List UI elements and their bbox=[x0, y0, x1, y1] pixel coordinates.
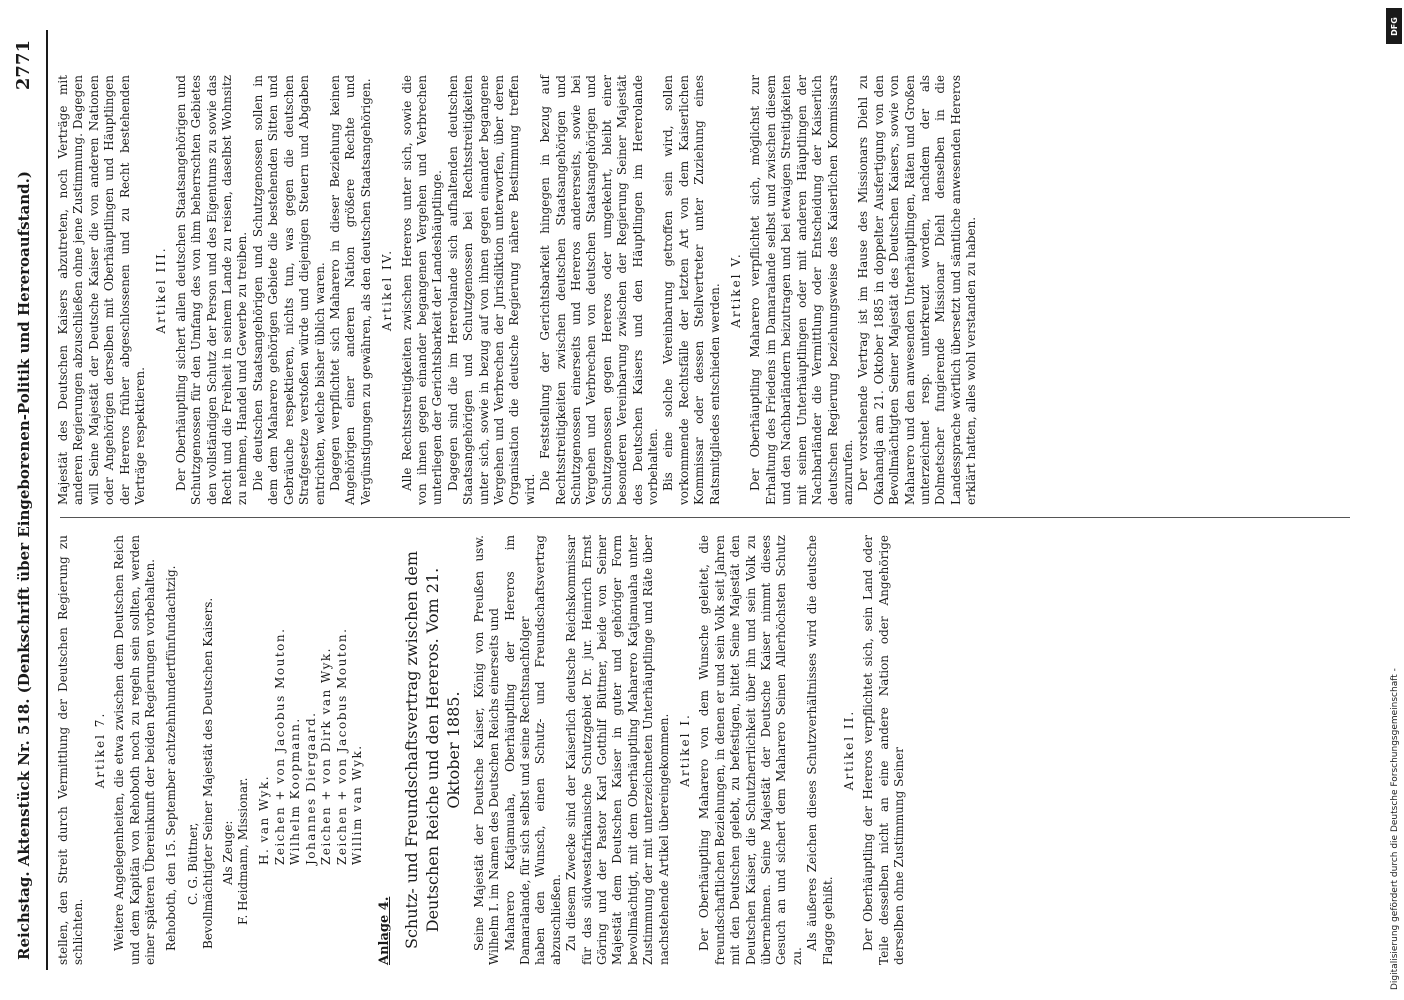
mark-line: Zeichen + von Jacobus Mouton. bbox=[272, 627, 287, 865]
paragraph: Der Oberhäuptling Maharero von dem Wunsche geleitet, die freundschaftlichen Beziehungen, in denen er und sein Volk seit Jahren mit den Deutschen gelebt, zu befestigen, bittet Seine Majestät den Deutschen Kaiser, die Schutzherrlichkeit über ihn und sein Volk zu übernehmen. Seine Majestät der Deutsche Kaiser nimmt dieses Gesuch an und sichert dem Maharero Seinen Allerhöchsten Schutz zu. bbox=[697, 535, 804, 965]
paragraph: Majestät des Deutschen Kaisers abzutreten, noch Verträge mit anderen Regierungen abzuschließen ohne jene Zustimmung. Dagegen will Seine Majestät der Deutsche Kaiser die von anderen Nationen oder Angehörigen derselben mit Oberhäuptlingen und Häuptlingen der Hereros früher abgeschlossenen und zu Recht bestehenden Verträge respektieren. bbox=[56, 75, 148, 505]
paragraph: stellen, den Streit durch Vermittlung der Deutschen Regierung zu schlichten. bbox=[56, 535, 86, 965]
article-heading: Artikel I. bbox=[678, 713, 692, 787]
right-column bbox=[56, 75, 1356, 505]
header-rule bbox=[46, 30, 48, 970]
signature-name: C. G. Büttner, bbox=[185, 822, 200, 905]
paragraph: Bis eine solche Vereinbarung getroffen sein wird, sollen vorkommende Rechtsfälle der letzten Art von dem Kaiserlichen Kommissar oder dessen Stellvertreter unter Zuziehung eines Ratsmitgliedes entschieden werden. bbox=[661, 75, 722, 505]
paragraph: Die deutschen Staatsangehörigen und Schutzgenossen sollen in dem dem Maharero gehörigen Gebiete die bestehenden Sitten und Gebräuche respektieren, nichts tun, was gegen die deutschen Strafgesetze verstoßen würde und diejenigen Steuern und Abgaben entrichten, welche bisher üblich waren. bbox=[250, 75, 327, 505]
page-number: 2771 bbox=[13, 40, 34, 91]
digitization-note-text: Digitalisierung gefördert durch die Deutsche Forschungsgemeinschaft - bbox=[1390, 668, 1400, 990]
rotated-scan bbox=[4, 20, 1374, 980]
mark-line: Zeichen + von Jacobus Mouton. bbox=[334, 627, 349, 865]
treaty-title: Schutz- und Freundschaftsvertrag zwischen dem Deutschen Reiche und den Hereros. Vom 21. Oktober 1885. bbox=[401, 550, 463, 950]
paragraph: Der Oberhäuptling der Hereros verpflichtet sich, sein Land oder Teile desselben nicht an eine andere Nation oder Angehörige derselben ohne Zustimmung Seiner bbox=[861, 535, 907, 965]
mark-line: Wilhelm Koopmann. bbox=[288, 717, 303, 865]
paragraph: Der Oberhäuptling sichert allen deutschen Staatsangehörigen und Schutzgenossen für den Umfang des von ihm beherrschten Gebietes den vollständigen Schutz der Person und des Eigentums zu sowie das Recht und die Freiheit in seinem Lande zu reisen, daselbst Wohnsitz zu nehmen, Handel und Gewerbe zu treiben. bbox=[173, 75, 250, 505]
paragraph: Als äußeres Zeichen dieses Schutzverhältnisses wird die deutsche Flagge gehißt. bbox=[805, 535, 835, 965]
digitization-note bbox=[1387, 10, 1403, 990]
signature-title: Bevollmächtigter Seiner Majestät des Deutschen Kaisers. bbox=[201, 597, 216, 949]
appendix-label: Anlage 4. bbox=[377, 896, 393, 965]
article-heading: Artikel IV. bbox=[380, 248, 395, 332]
article-heading: Artikel II. bbox=[842, 709, 857, 791]
paragraph: Weitere Angelegenheiten, die etwa zwischen dem Deutschen Reich und dem Kapitän von Rehoboth noch zu regeln sein sollten, werden einer späteren Übereinkunft der beiden Regierungen vorbehalten. bbox=[112, 535, 158, 965]
paragraph: Alle Rechtsstreitigkeiten zwischen Hereros unter sich, sowie die von ihnen gegen einander begangenen Vergehen und Verbrechen unterliegen der Gerichtsbarkeit der Landeshäuptlinge. bbox=[399, 75, 445, 505]
column-divider bbox=[60, 517, 1350, 518]
article-heading: Artikel V. bbox=[729, 252, 744, 328]
mark-line: Johannes Diergaard. bbox=[303, 711, 318, 865]
header-title: Reichstag. Aktenstück Nr. 518. (Denkschrift über Eingeborenen-Politik und Hereroaufstand.) bbox=[15, 171, 33, 960]
paragraph: Dagegen sind die im Hererolande sich aufhaltenden deutschen Staatsangehörigen und Schutzgenossen bei Rechtsstreitigkeiten unter sich, sowie in bezug auf von ihnen gegen einander begangene Vergehen und Verbrechen der Jurisdiktion unterworfen, über deren Organisation die deutsche Regierung nähere Bestimmung treffen wird. bbox=[445, 75, 537, 505]
dfg-logo-text: DFG bbox=[1389, 16, 1399, 36]
paragraph: haben den Wunsch, einen Schutz- und Freundschaftsvertrag abzuschließen. bbox=[533, 535, 563, 965]
witness-label: Als Zeuge: bbox=[220, 820, 235, 885]
paragraph: Der vorstehende Vertrag ist im Hause des Missionars Diehl zu Okahandja am 21. Oktober 1885 in doppelter Ausfertigung von den Bevollmächtigten Seiner Majestät des Deutschen Kaisers, sowie von Maharero und den anwesenden Unterhäuptlingen, Räten und Großen unterzeichnet resp. unterkreuzt worden, nachdem der als Dolmetscher fungierende Missionar Diehl denselben in die Landessprache wörtlich übersetzt und sämtliche anwesenden Hereros erklärt hatten, alles wohl verstanden zu haben. bbox=[856, 75, 979, 505]
article-heading: Artikel 7. bbox=[92, 711, 107, 789]
mark-line: H. van Wyk. bbox=[257, 774, 272, 865]
witness-name: F. Heidmann, Missionar. bbox=[236, 777, 251, 925]
paragraph: Rehoboth, den 15. September achtzehnhundertfünfundachtzig. bbox=[164, 565, 179, 951]
mark-line: Zeichen + von Dirk van Wyk. bbox=[319, 647, 334, 865]
paragraph: Zu diesem Zwecke sind der Kaiserlich deutsche Reichskommissar für das südwestafrikanische Schutzgebiet Dr. jur. Heinrich Ernst Göring und der Pastor Karl Gotthilf Büttner, beide von Seiner Majestät dem Deutschen Kaiser in guter und gehöriger Form bevollmächtigt, mit dem Oberhäuptling Maharero Katjamuaha unter Zustimmung der mit unterzeichneten Unterhäuptlinge und Räte über nachstehende Artikel übereingekommen. bbox=[564, 535, 671, 965]
left-column bbox=[56, 535, 1356, 965]
article-heading: Artikel III. bbox=[154, 246, 169, 334]
paragraph: Maharero Katjamuaha, Oberhäuptling der Hereros im Damaralande, für sich selbst und seine Rechtsnachfolger bbox=[502, 535, 532, 965]
mark-line: Willim van Wyk. bbox=[349, 744, 364, 865]
page-header bbox=[4, 40, 44, 960]
paragraph: Seine Majestät der Deutsche Kaiser, König von Preußen usw. Wilhelm I. im Namen des Deutschen Reichs einerseits und bbox=[471, 535, 502, 965]
paragraph: Die Feststellung der Gerichtsbarkeit hingegen in bezug auf Rechtsstreitigkeiten zwischen deutschen Staatsangehörigen und Schutzgenossen einerseits und Hereros andererseits, sowie bei Vergehen und Verbrechen von deutschen Staatsangehörigen und Schutzgenossen gegen Hereros oder umgekehrt, bleibt einer besonderen Vereinbarung zwischen der Regierung Seiner Majestät des Deutschen Kaisers und den Häuptlingen im Hererolande vorbehalten. bbox=[538, 75, 661, 505]
paragraph: Dagegen verpflichtet sich Maharero in dieser Beziehung keinen Angehörigen einer anderen Nation größere Rechte und Vergünstigungen zu gewähren, als den deutschen Staatsangehörigen. bbox=[327, 75, 373, 505]
marks-list bbox=[257, 535, 365, 965]
paragraph: Der Oberhäuptling Maharero verpflichtet sich, möglichst zur Erhaltung des Friedens im Damaralande selbst und zwischen diesem und den Nachbarländern beizutragen und bei etwaigen Streitigkeiten mit seinen Unterhäuptlingen oder mit anderen Häuptlingen der Nachbarländer die Vermittlung oder Entscheidung der Kaiserlich deutschen Regierung beziehungsweise des Kaiserlichen Kommissars anzurufen. bbox=[748, 75, 855, 505]
